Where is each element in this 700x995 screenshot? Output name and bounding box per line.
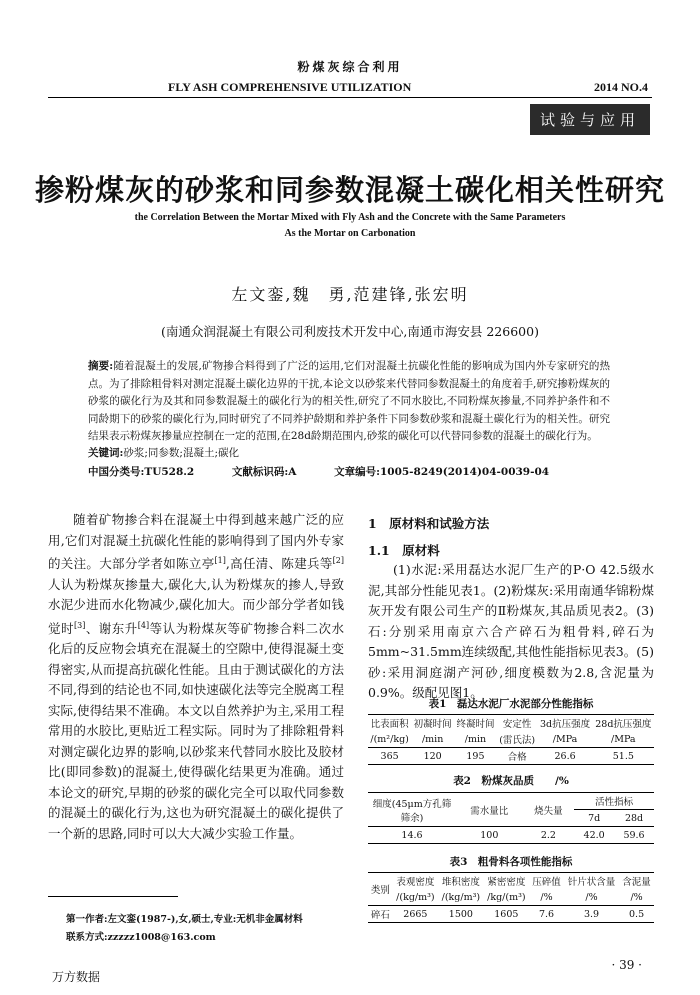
table3 [368,872,654,923]
paper-title-en [60,210,640,242]
abstract [88,358,610,446]
citation-2[interactable]: [2] [332,556,344,565]
table-header: 比表面积 [368,715,411,732]
table-unit: /(kg/m³) [441,891,481,903]
table1-header-row [368,715,654,732]
table-header: 堆积密度 [438,873,483,890]
intro-text-2: ,高任清、陈建兵等 [225,556,333,572]
affiliation: (南通众润混凝土有限公司利废技术开发中心,南通市海安县 226600) [161,324,539,339]
keywords-label: 关键词: [88,447,124,459]
table-cell: 2.2 [523,827,575,844]
subsection-label: 1.1 原材料 [368,543,440,558]
citation-1[interactable]: [1] [214,556,226,565]
title-en-line-2: As the Mortar on Carbonation [284,228,416,239]
table-cell: 51.5 [593,748,654,765]
intro-text-5: 等认为粉煤灰等矿物掺合料二次水化后的反应物会填充在混凝土的空隙中,使得混凝土变得密实,从而提高抗碳化性能。且由于测试碳化的方法不同,得到的结论也不同,如快速碳化法等完全脱离工程实际,使得结果不准确。本文以自然养护为主,采用工程常用的水胶比,更贴近工程实际。同时为了排除粗骨料对测定碳化边界的影响,以砂浆来代替同水胶比及胶材比(即同参数)的混凝土,使得碳化结果更为准确。通过本论文的研究,早期的砂浆的碳化完全可以取代同参数的混凝土的碳化行为,这也为研究混凝土的碳化提供了一个新的思路,同时可以大大减少实验工作量。 [48,620,344,841]
table-header: 表观密度 [393,873,438,890]
table1-unit-row [368,731,654,748]
page-number: · 39 · [611,958,642,972]
table2-caption: 表2 粉煤灰品质 /% [453,775,569,787]
section-badge: 试验与应用 [530,104,650,135]
table-row [368,906,654,923]
table-unit: /min [421,733,444,745]
table-cell: 合格 [497,748,538,765]
table-cell: 7.6 [529,906,564,923]
table-unit: /% [540,891,553,903]
table-header: 针片状含量 [564,873,619,890]
table-header: 含泥量 [619,873,654,890]
table-cell: 1500 [438,906,483,923]
table-unit: /kg/(m³) [487,891,526,903]
table3-caption: 表3 粗骨料各项性能指标 [449,856,573,868]
table-cell: 1605 [484,906,529,923]
table-cell: 42.0 [574,827,614,844]
intro-text-3: 人认为粉煤灰掺量大,碳化大,认为粉煤灰的掺人,导致水泥少进而水化物减少,碳化加大。而少部分学者如钱觉时 [48,576,344,636]
clc-number: 中国分类号:TU528.2 [88,466,195,478]
table-header: 终凝时间 [454,715,497,732]
keywords-text: 砂浆;同参数;混凝土;碳化 [123,447,240,459]
footnote-author: 第一作者:左文銮(1987-),女,硕士,专业:无机非金属材料 [66,914,303,925]
table-header: 细度(45μm方孔筛筛余) [368,793,456,827]
table-header: 28d抗压强度 [593,715,654,732]
table2 [368,792,654,844]
intro-paragraph [48,510,344,844]
table-cell: 100 [456,827,523,844]
watermark: 万方数据 [52,970,101,984]
table-unit: /MPa [611,733,636,745]
table-unit: /% [585,891,598,903]
table-header: 烧失量 [523,793,575,827]
classification-line [88,464,583,479]
table-header: 类别 [368,873,393,906]
intro-text-1: 随着矿物掺合料在混凝土中得到越来越广泛的应用,它们对混凝土抗碳化性能的影响得到了国内外专家的关注。大部分学者如陈立亭 [48,512,344,572]
table-unit: /(kg/m³) [396,891,435,903]
table-unit: (雷氏法) [499,735,536,746]
table-header: 需水量比 [456,793,523,827]
paper-title: 掺粉煤灰的砂浆和同参数混凝土碳化相关性研究 [34,173,665,207]
table-cell: 26.6 [538,748,593,765]
table-unit: /MPa [552,733,578,745]
keywords [88,445,239,460]
table-cell: 3.9 [564,906,619,923]
materials-paragraph: (1)水泥:采用磊达水泥厂生产的P·O 42.5级水泥,其部分性能见表1。(2)粉煤灰:采用南通华锦粉煤灰开发有限公司生产的Ⅱ粉煤灰,其品质见表2。(3)石:分别采用南京六合产碎石为粗骨料,碎石为5mm~31.5mm连续级配,其他性能指标见表3。(5)砂:采用洞庭湖产河砂,细度模数为2.8,含泥量为0.9%。级配见图1。 [368,562,654,700]
table1 [368,714,654,765]
table-cell: 365 [368,748,411,765]
abstract-text: 随着混凝土的发展,矿物掺合料得到了广泛的运用,它们对混凝土抗碳化性能的影响成为国内外专家研究的热点。为了排除粗骨料对测定混凝土碳化边界的干扰,本论文以砂浆来代替同参数混凝土的角度着手,研究掺粉煤灰的砂浆的碳化行为及其和同参数混凝土的碳化行为的相关性,研究了不同水胶比,不同粉煤灰掺量,不同养护条件和不同龄期下的砂浆的碳化行为,同时研究了不同养护龄期和养护条件下同参数砂浆和混凝土碳化行为的相关性。研究结果表示粉煤灰掺量应控制在一定的范围,在28d龄期范围内,砂浆的碳化可以代替同参数的混凝土的碳化行为。 [88,360,610,442]
citation-4[interactable]: [4] [137,620,150,630]
article-number: 文章编号:1005-8249(2014)04-0039-04 [334,466,550,478]
title-en-line-1: the Correlation Between the Mortar Mixed with Fly Ash and the Concrete with the Same Parameters [134,212,566,223]
table-unit: /% [630,891,643,903]
table-cell: 59.6 [614,827,654,844]
journal-title-cn: 粉煤灰综合利用 [297,60,403,74]
table-row [368,748,654,765]
table-cell: 14.6 [368,827,456,844]
table-header: 28d [614,810,654,827]
table1-caption: 表1 磊达水泥厂水泥部分性能指标 [428,698,594,710]
table-header: 紧密密度 [484,873,529,890]
table-cell: 120 [411,748,454,765]
journal-title-en: FLY ASH COMPREHENSIVE UTILIZATION [168,80,412,94]
table-header: 3d抗压强度 [538,715,593,732]
table-cell: 195 [454,748,497,765]
document-code: 文献标识码:A [231,466,297,478]
section-heading: 1 原材料和试验方法 [368,516,490,531]
intro-text-4: 、谢东升 [85,620,138,636]
table3-unit-row [368,889,654,906]
table-header: 活性指标 [574,793,654,810]
footnote-contact: 联系方式:zzzzz1008@163.com [66,932,216,943]
table-row [368,827,654,844]
table-header: 压碎值 [529,873,564,890]
table-header: 初凝时间 [411,715,454,732]
table-cell: 碎石 [368,906,393,923]
subsection-heading [368,541,440,559]
footnote-rule [48,896,178,897]
table3-header-row [368,873,654,890]
header-rule [48,97,652,98]
authors: 左文銮,魏 勇,范建锋,张宏明 [231,285,469,304]
table-cell: 0.5 [619,906,654,923]
citation-3[interactable]: [3] [73,620,86,630]
table-header: 安定性 [497,715,538,732]
table-unit: /min [464,733,487,745]
issue-number: 2014 NO.4 [594,80,648,94]
abstract-label: 摘要: [88,360,114,372]
table-cell: 2665 [393,906,438,923]
table-header: 7d [574,810,614,827]
table2-header-row [368,793,654,810]
table-unit: /(m²/kg) [370,733,409,745]
